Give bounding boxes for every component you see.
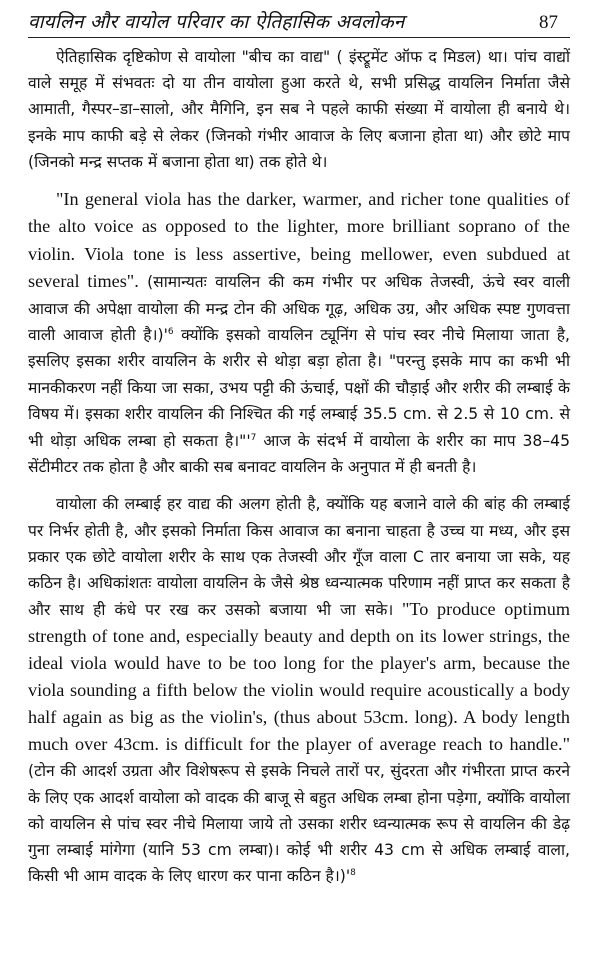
footnote-marker-8: 8 <box>350 867 356 878</box>
page-number: 87 <box>539 12 558 33</box>
hindi-translation-2: (टोन की आदर्श उग्रता और विशेषरूप से इसके निचले तारों पर, सुंदरता और गंभीरता प्राप्त करने के लिए एक आदर्श वायोला को वादक की बाजू से बहुत अधिक लम्बा होना पड़ेगा, क्योंकि वायोला को वायलिन से पांच स्वर नीचे मिलाया जाये तो उसका शरीर ध्वन्यात्मक रूप से वायलिन की डेढ़ गुना लम्बाई मांगेगा (यानि 53 cm लम्बा)। कोई भी शरीर 43 cm से अधिक लम्बाई वाला, किसी भी आम वादक के लिए धारण कर पाना कठिन है।)' <box>28 762 570 885</box>
english-quote-1: "In general viola has the darker, warmer, and richer tone qualities of the alto voice as opposed to the lighter, more brilliant soprano of the violin. Viola tone is less assertive, being mellower, even subdued at several times". <box>28 189 570 292</box>
running-head: वायलिन और वायोल परिवार का ऐतिहासिक अवलोकन <box>28 11 405 33</box>
paragraph-2 <box>28 186 570 480</box>
footnote-marker-7: 7 <box>250 432 257 443</box>
footnote-marker-6: 6 <box>167 326 174 337</box>
paragraph-2-text-end: आज के संदर्भ में वायोला के शरीर का माप 38–45 सेंटीमीटर तक होता है और बाकी सब बनावट वायलिन के अनुपात में ही बनती है। <box>28 431 570 477</box>
paragraph-2-text: क्योंकि इसको वायलिन ट्यूनिंग से पांच स्वर नीचे मिलाया जाता है, इसलिए इसका शरीर वायलिन के शरीर से थोड़ा बड़ा होता है। "परन्तु इसके माप का कभी भी मानकीकरण नहीं किया जा सका, उभय पट्टी की ऊंचाई, पक्षों की चौड़ाई और शरीर की लम्बाई के विषय में। इसका शरीर वायलिन की निश्चित की गई लम्बाई 35.5 cm. से 2.5 से 10 cm. से भी थोड़ा अधिक लम्बा हो सकता है।"' <box>28 326 570 450</box>
hindi-translation-1: (सामान्यतः वायलिन की कम गंभीर पर अधिक तेजस्वी, ऊंचे स्वर वाली आवाज की अपेक्षा वायोला की मन्द्र टोन की अधिक गूढ़, अधिक उग्र, और अधिक स्पष्ट गुणवत्ता वाली आवाज होती है।)' <box>28 273 570 345</box>
paragraph-3 <box>28 491 570 888</box>
english-quote-2: "To produce optimum strength of tone and, especially beauty and depth on its lower strings, the ideal viola would have to be too long for the player's arm, because the viola sounding a fifth below the violin would require acoustically a body half again as big as the violin's, (thus about 53cm. long). A body length much over 43cm. is difficult for the player of average reach to handle." <box>28 598 570 755</box>
paragraph-3-text: वायोला की लम्बाई हर वाद्य की अलग होती है, क्योंकि यह बजाने वाले की बांह की लम्बाई पर निर्भर होती है, और इसको निर्माता किस आवाज का बनाना चाहता है उच्च या मध्य, और इस प्रकार एक छोटे वायोला शरीर के साथ एक तेजस्वी और गूँज वाला C तार बनाया जा सके, यह कठिन है। अधिकांशतः वायोला वायलिन के जैसे श्रेष्ठ ध्वन्यात्मक परिणाम नहीं प्राप्त कर सकता है और साथ ही कंधे पर रख कर उसको बजाया भी जा सके। <box>28 495 570 619</box>
paragraph-1 <box>28 44 570 175</box>
paragraph-1-text: ऐतिहासिक दृष्टिकोण से वायोला "बीच का वाद्य" ( इंस्ट्रूमेंट ऑफ द मिडल) था। पांच वाद्यों वाले समूह में संभवतः दो या तीन वायोला हुआ करते थे, सभी प्रसिद्ध वायलिन निर्माता जैसे आमाती, गैस्पर–डा–सालो, और मैगिनि, इन सब ने पहले काफी संख्या में वायोला ही बनाये थे। इनके माप काफी बड़े से लेकर (जिनको गंभीर आवाज के लिए बजाना होता था) और छोटे माप (जिनको मन्द्र सप्तक में बजाना होता था) तक होते थे। <box>28 48 570 171</box>
page-header <box>28 8 570 38</box>
